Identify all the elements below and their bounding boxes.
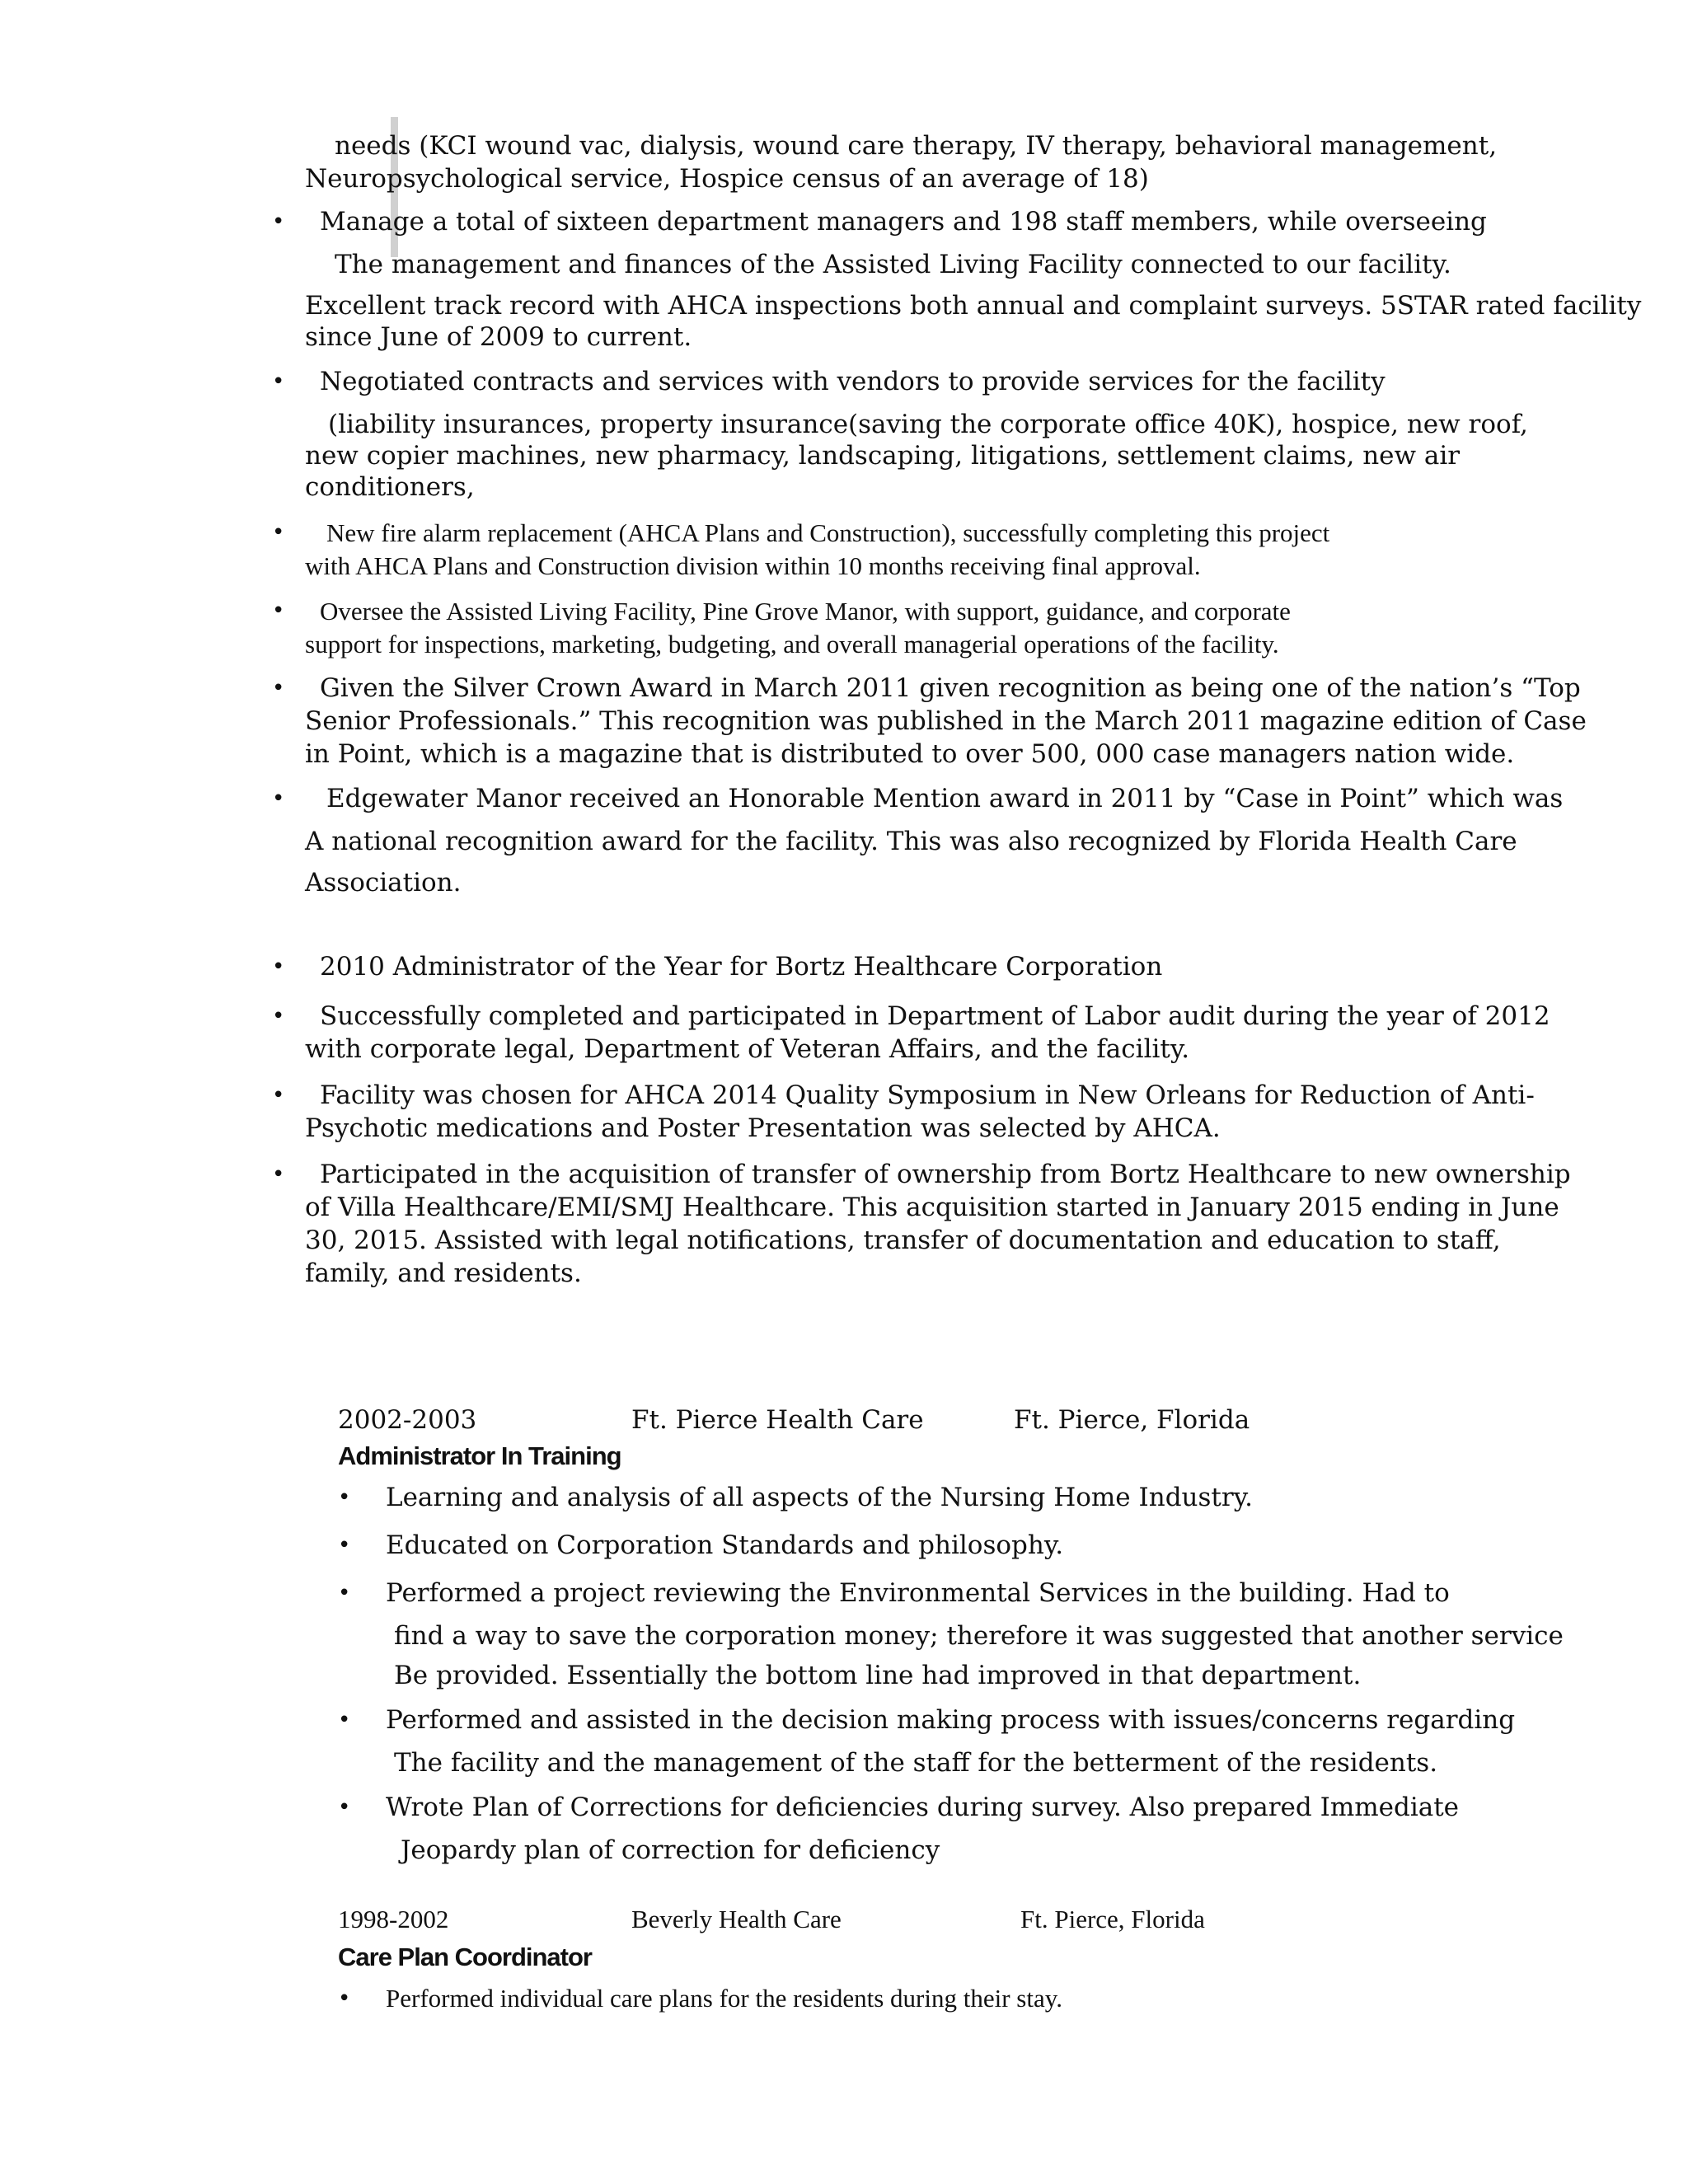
bullet-line: with corporate legal, Department of Veteran Affairs, and the facility. bbox=[305, 1034, 1190, 1064]
duty-line: Educated on Corporation Standards and philosophy. bbox=[386, 1530, 1064, 1560]
duty-line: Learning and analysis of all aspects of the Nursing Home Industry. bbox=[386, 1483, 1253, 1512]
duty-line: Jeopardy plan of correction for deficiency bbox=[401, 1835, 940, 1865]
duty-line: The facility and the management of the staff for the betterment of the residents. bbox=[394, 1748, 1438, 1778]
job-years: 1998-2002 bbox=[338, 1905, 449, 1933]
bullet-line: conditioners, bbox=[305, 472, 475, 502]
bullet-icon: • bbox=[338, 1708, 351, 1732]
duty-line: Performed and assisted in the decision making process with issues/concerns regarding bbox=[386, 1705, 1516, 1735]
bullet-line: A national recognition award for the facility. This was also recognized by Florida Health Care bbox=[305, 827, 1517, 856]
bullet-icon: • bbox=[338, 1581, 351, 1605]
bullet-line: Negotiated contracts and services with vendors to provide services for the facility bbox=[320, 367, 1386, 396]
job-title: Administrator In Training bbox=[338, 1441, 621, 1470]
bullet-icon: • bbox=[272, 786, 285, 811]
bullet-line: Participated in the acquisition of transfer of ownership from Bortz Healthcare to new ownership bbox=[320, 1160, 1571, 1189]
bullet-icon: • bbox=[272, 209, 285, 234]
bullet-icon: • bbox=[272, 369, 285, 394]
bullet-line: Excellent track record with AHCA inspections both annual and complaint surveys. 5STAR rated facility bbox=[305, 291, 1642, 321]
bullet-icon: • bbox=[272, 1162, 285, 1187]
bullet-icon: • bbox=[272, 676, 285, 701]
bullet-line: family, and residents. bbox=[305, 1258, 582, 1288]
bullet-line: New fire alarm replacement (AHCA Plans and Construction), successfully completing this project bbox=[326, 518, 1330, 547]
bullet-line: Edgewater Manor received an Honorable Mention award in 2011 by “Case in Point” which was bbox=[326, 784, 1564, 813]
bullet-line: The management and finances of the Assisted Living Facility connected to our facility. bbox=[335, 250, 1451, 279]
continuation-line: needs (KCI wound vac, dialysis, wound care therapy, IV therapy, behavioral management, bbox=[335, 131, 1498, 161]
job-employer: Ft. Pierce Health Care bbox=[631, 1405, 924, 1435]
bullet-icon: • bbox=[338, 1795, 351, 1820]
bullet-line: 30, 2015. Assisted with legal notifications, transfer of documentation and education to staff, bbox=[305, 1226, 1501, 1255]
duty-line: Be provided. Essentially the bottom line had improved in that department. bbox=[394, 1661, 1362, 1690]
bullet-line: Senior Professionals.” This recognition was published in the March 2011 magazine edition of Case bbox=[305, 706, 1587, 736]
continuation-line: Neuropsychological service, Hospice census of an average of 18) bbox=[305, 164, 1149, 194]
bullet-icon: • bbox=[338, 1485, 351, 1510]
bullet-icon: • bbox=[272, 954, 285, 979]
job-location: Ft. Pierce, Florida bbox=[1014, 1405, 1250, 1435]
bullet-line: since June of 2009 to current. bbox=[305, 322, 692, 352]
bullet-line: in Point, which is a magazine that is distributed to over 500, 000 case managers nation wide. bbox=[305, 739, 1515, 769]
bullet-line: (liability insurances, property insurance(saving the corporate office 40K), hospice, new roof, bbox=[328, 410, 1528, 439]
bullet-line: Successfully completed and participated in Department of Labor audit during the year of 2012 bbox=[320, 1001, 1550, 1031]
bullet-line: Oversee the Assisted Living Facility, Pine Grove Manor, with support, guidance, and corporate bbox=[320, 597, 1291, 626]
bullet-line: 2010 Administrator of the Year for Bortz Healthcare Corporation bbox=[320, 952, 1163, 982]
duty-line: Performed individual care plans for the residents during their stay. bbox=[386, 1984, 1062, 2013]
bullet-icon: • bbox=[272, 598, 285, 623]
job-years: 2002-2003 bbox=[338, 1405, 477, 1435]
duty-line: Wrote Plan of Corrections for deficiencies during survey. Also prepared Immediate bbox=[386, 1793, 1460, 1822]
bullet-line: Given the Silver Crown Award in March 2011 given recognition as being one of the nation’s “Top bbox=[320, 673, 1581, 703]
bullet-icon: • bbox=[272, 1004, 285, 1029]
job-employer: Beverly Health Care bbox=[631, 1905, 842, 1933]
bullet-line: support for inspections, marketing, budgeting, and overall managerial operations of the facility. bbox=[305, 630, 1279, 658]
bullet-line: of Villa Healthcare/EMI/SMJ Healthcare. This acquisition started in January 2015 ending in June bbox=[305, 1193, 1559, 1222]
job-title: Care Plan Coordinator bbox=[338, 1943, 592, 1971]
bullet-line: Psychotic medications and Poster Presentation was selected by AHCA. bbox=[305, 1113, 1221, 1143]
bullet-line: Manage a total of sixteen department managers and 198 staff members, while overseeing bbox=[320, 207, 1487, 237]
bullet-icon: • bbox=[272, 520, 285, 545]
job-location: Ft. Pierce, Florida bbox=[1020, 1905, 1205, 1933]
bullet-icon: • bbox=[272, 1083, 285, 1108]
bullet-icon: • bbox=[338, 1533, 351, 1558]
duty-line: Performed a project reviewing the Environmental Services in the building. Had to bbox=[386, 1578, 1450, 1608]
bullet-line: with AHCA Plans and Construction division within 10 months receiving final approval. bbox=[305, 551, 1201, 580]
bullet-line: new copier machines, new pharmacy, landscaping, litigations, settlement claims, new air bbox=[305, 441, 1461, 471]
duty-line: find a way to save the corporation money; therefore it was suggested that another service bbox=[394, 1621, 1564, 1651]
bullet-icon: • bbox=[338, 1986, 351, 2011]
bullet-line: Facility was chosen for AHCA 2014 Quality Symposium in New Orleans for Reduction of Anti- bbox=[320, 1080, 1535, 1110]
bullet-line: Association. bbox=[305, 868, 462, 898]
